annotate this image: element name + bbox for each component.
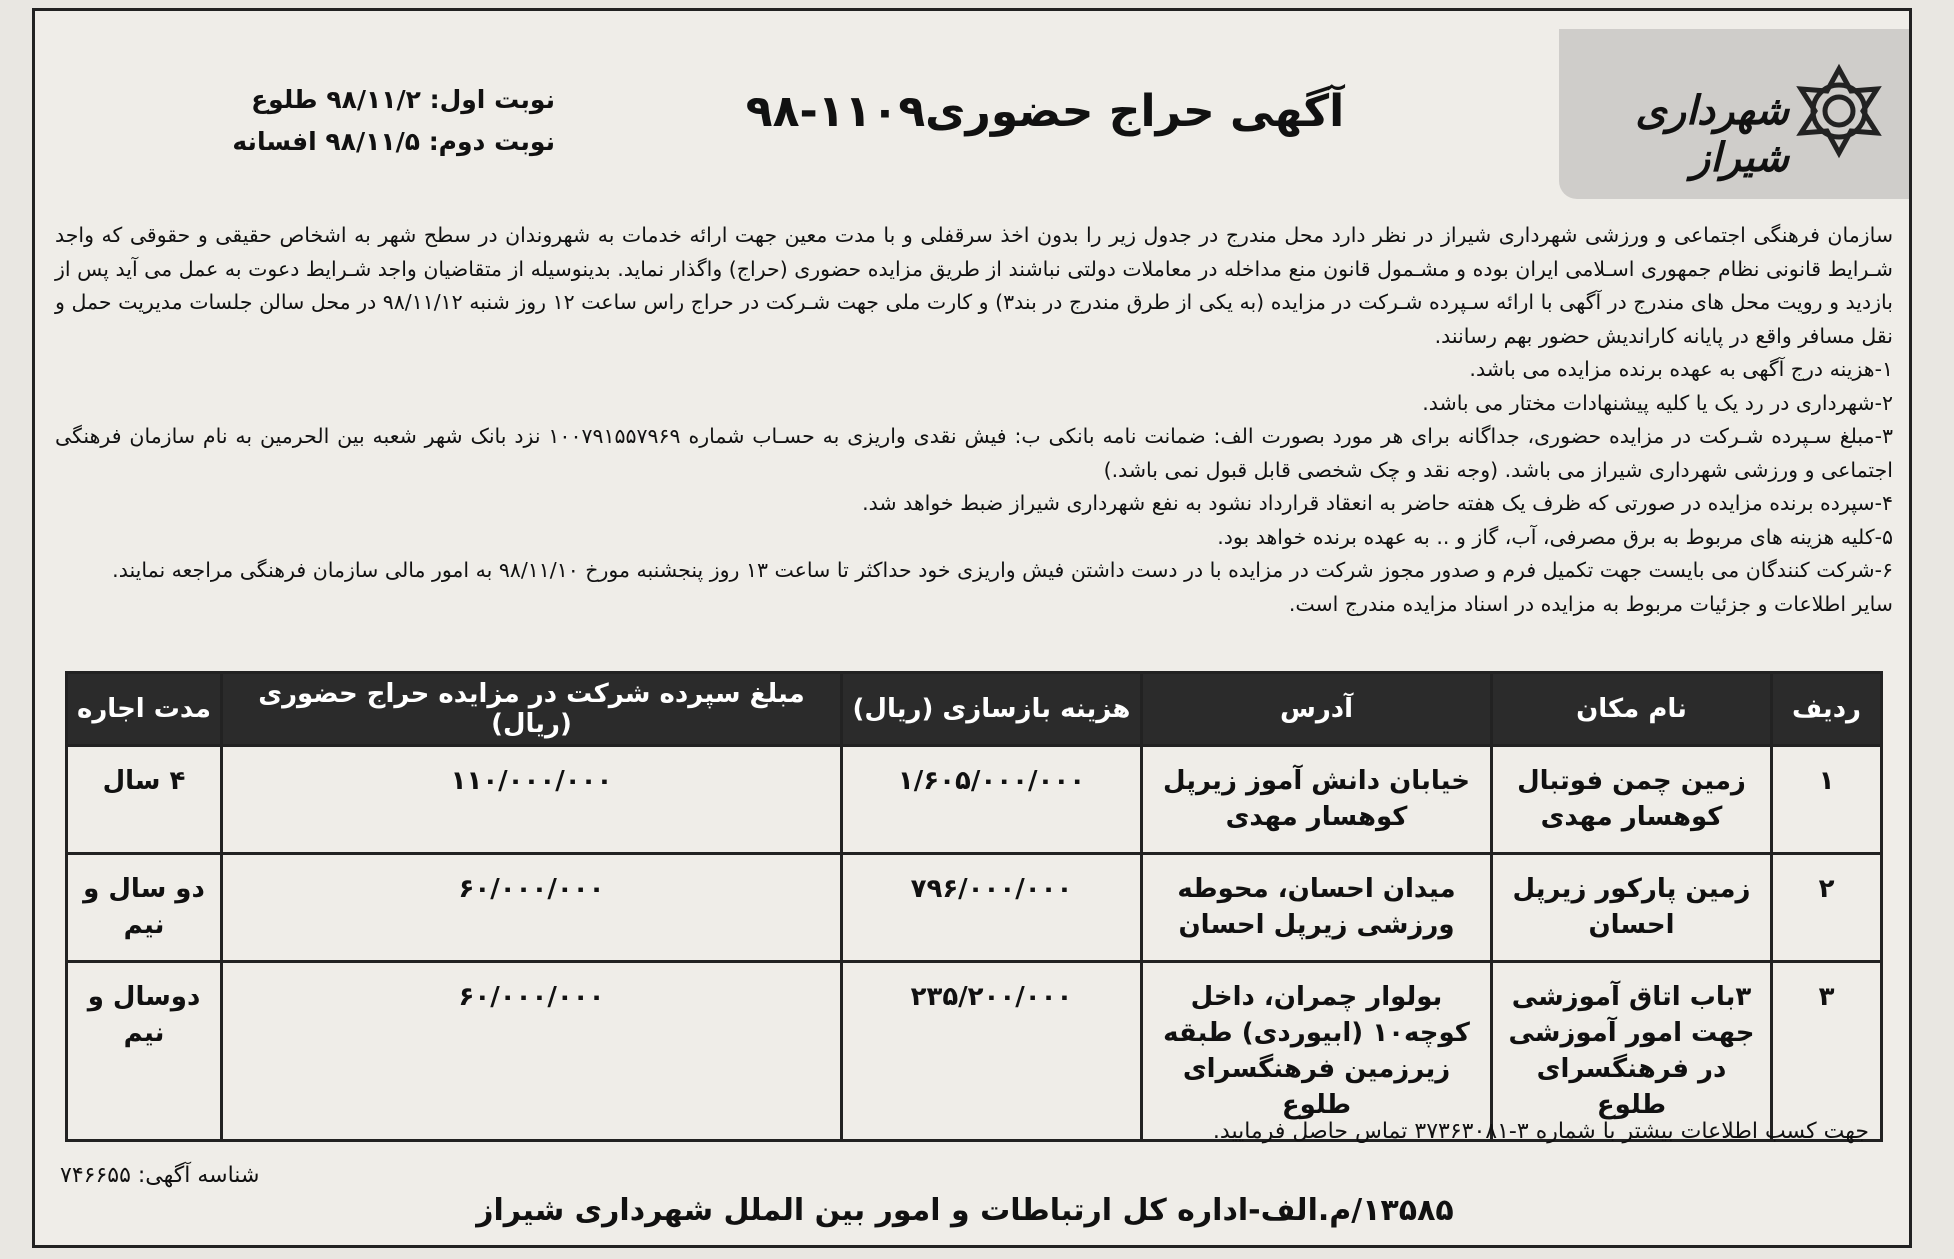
contact-info: جهت کسب اطلاعات بیشتر با شماره ۳-۳۷۳۶۳۰۸۱ تماس حاصل فرمایید. — [1212, 1119, 1869, 1144]
condition-3: ۳-مبلغ سـپرده شـرکت در مزایده حضوری، جداگانه برای هر مورد بصورت الف: ضمانت نامه بانکی ب: فیش نقدی واریزی به حسـاب شماره ۱۰۰۷۹۱۵۵۷۹۶۹ نزد بانک شهر شعبه بین الحرمین به نام سازمان فرهنگی اجتماعی و ورزشی شهرداری شیراز می باشد. (وجه نقد و چک شخصی قابل قبول نمی باشد.) — [55, 424, 1893, 482]
cell-deposit: ۱۱۰/۰۰۰/۰۰۰ — [222, 746, 842, 854]
advertisement-page — [32, 8, 1912, 1248]
table-row — [67, 854, 1882, 962]
condition-2: ۲-شهرداری در رد یک یا کلیه پیشنهادات مختار می باشد. — [1422, 390, 1893, 415]
cell-place: زمین پارکور زیرپل احسان — [1492, 854, 1772, 962]
header-address: آدرس — [1142, 673, 1492, 746]
header-row-no: ردیف — [1772, 673, 1882, 746]
condition-6: ۶-شرکت کنندگان می بایست جهت تکمیل فرم و صدور مجوز شرکت در مزایده با در دست داشتن فیش واریزی خود حداکثر تا ساعت ۱۳ روز پنجشنبه مورخ ۹۸/۱۱/۱۰ به امور مالی سازمان فرهنگی مراجعه نمایند. — [112, 558, 1893, 582]
cell-address: بولوار چمران، داخل کوچه۱۰ (ابیوردی) طبقه زیرزمین فرهنگسرای طلوع — [1142, 962, 1492, 1141]
notice-second: نوبت دوم: ۹۸/۱۱/۵ افسانه — [232, 127, 555, 156]
cell-duration: ۴ سال — [67, 746, 222, 854]
shiraz-municipality-logo-icon — [1789, 61, 1889, 161]
cell-renovation: ۲۳۵/۲۰۰/۰۰۰ — [842, 962, 1142, 1141]
cell-deposit: ۶۰/۰۰۰/۰۰۰ — [222, 854, 842, 962]
notice-first: نوبت اول: ۹۸/۱۱/۲ طلوع — [251, 85, 555, 114]
header-duration: مدت اجاره — [67, 673, 222, 746]
intro-paragraph: سازمان فرهنگی اجتماعی و ورزشی شهرداری شیراز در نظر دارد محل مندرج در جدول زیر را بدون اخذ سرقفلی و با مدت معین جهت ارائه خدمات به شهروندان در سطح شهر به اشخاص حقیقی و حقوقی که واجد شـرایط قانونی نظام جمهوری اسـلامی ایران بوده و مشـمول قانون منع مداخله در معاملات دولتی نباشند از طریق مزایده حضوری (حراج) واگذار نماید. بدینوسیله از متقاضیان واجد شـرایط دعوت به عمل می آید پس از بازدید و رویت محل های مندرج در آگهی با ارائه سـپرده شـرکت در مزایده (به یکی از طرق مندرج در بند۳) و کارت ملی جهت شـرکت در حراج راس ساعت ۱۲ روز شنبه ۹۸/۱۱/۱۲ در محل سالن جلسات مدیریت حمل و نقل مسافر واقع در پایانه کاراندیش حضور بهم رسانند. — [55, 223, 1893, 348]
logo-box — [1559, 29, 1909, 199]
issuer-line: ۱۳۵۸۵/م.الف-اداره کل ارتباطات و امور بین الملل شهرداری شیراز — [476, 1193, 1454, 1228]
page-title: آگهی حراج حضوری۱۱۰۹-۹۸ — [745, 86, 1345, 137]
cell-renovation: ۱/۶۰۵/۰۰۰/۰۰۰ — [842, 746, 1142, 854]
body-text — [55, 219, 1893, 621]
condition-4: ۴-سپرده برنده مزایده در صورتی که ظرف یک هفته حاضر به انعقاد قرارداد نشود به نفع شهرداری شیراز ضبط خواهد شد. — [862, 491, 1893, 515]
publication-notices — [185, 79, 555, 163]
logo-text: شهرداری شیراز — [1635, 87, 1789, 181]
table-header-row — [67, 673, 1882, 746]
cell-row-no: ۳ — [1772, 962, 1882, 1141]
cell-row-no: ۱ — [1772, 746, 1882, 854]
cell-address: میدان احسان، محوطه ورزشی زیرپل احسان — [1142, 854, 1492, 962]
table-row — [67, 746, 1882, 854]
auction-table — [65, 671, 1883, 1142]
cell-address: خیابان دانش آموز زیرپل کوهسار مهدی — [1142, 746, 1492, 854]
cell-deposit: ۶۰/۰۰۰/۰۰۰ — [222, 962, 842, 1141]
condition-other: سایر اطلاعات و جزئیات مربوط به مزایده در اسناد مزایده مندرج است. — [1288, 591, 1893, 616]
header — [35, 11, 1909, 196]
header-renovation: هزینه بازسازی (ریال) — [842, 673, 1142, 746]
cell-place: زمین چمن فوتبال کوهسار مهدی — [1492, 746, 1772, 854]
cell-row-no: ۲ — [1772, 854, 1882, 962]
condition-1: ۱-هزینه درج آگهی به عهده برنده مزایده می باشد. — [1469, 357, 1893, 381]
cell-place: ۳باب اتاق آموزشی جهت امور آموزشی در فرهنگسرای طلوع — [1492, 962, 1772, 1141]
cell-renovation: ۷۹۶/۰۰۰/۰۰۰ — [842, 854, 1142, 962]
header-deposit: مبلغ سپرده شرکت در مزایده حراج حضوری (ریال) — [222, 673, 842, 746]
ad-id: شناسه آگهی: ۷۴۶۶۵۵ — [60, 1163, 260, 1188]
header-place: نام مکان — [1492, 673, 1772, 746]
condition-5: ۵-کلیه هزینه های مربوط به برق مصرفی، آب، گاز و .. به عهده برنده خواهد بود. — [1217, 524, 1893, 549]
cell-duration: دوسال و نیم — [67, 962, 222, 1141]
cell-duration: دو سال و نیم — [67, 854, 222, 962]
table-row — [67, 962, 1882, 1141]
